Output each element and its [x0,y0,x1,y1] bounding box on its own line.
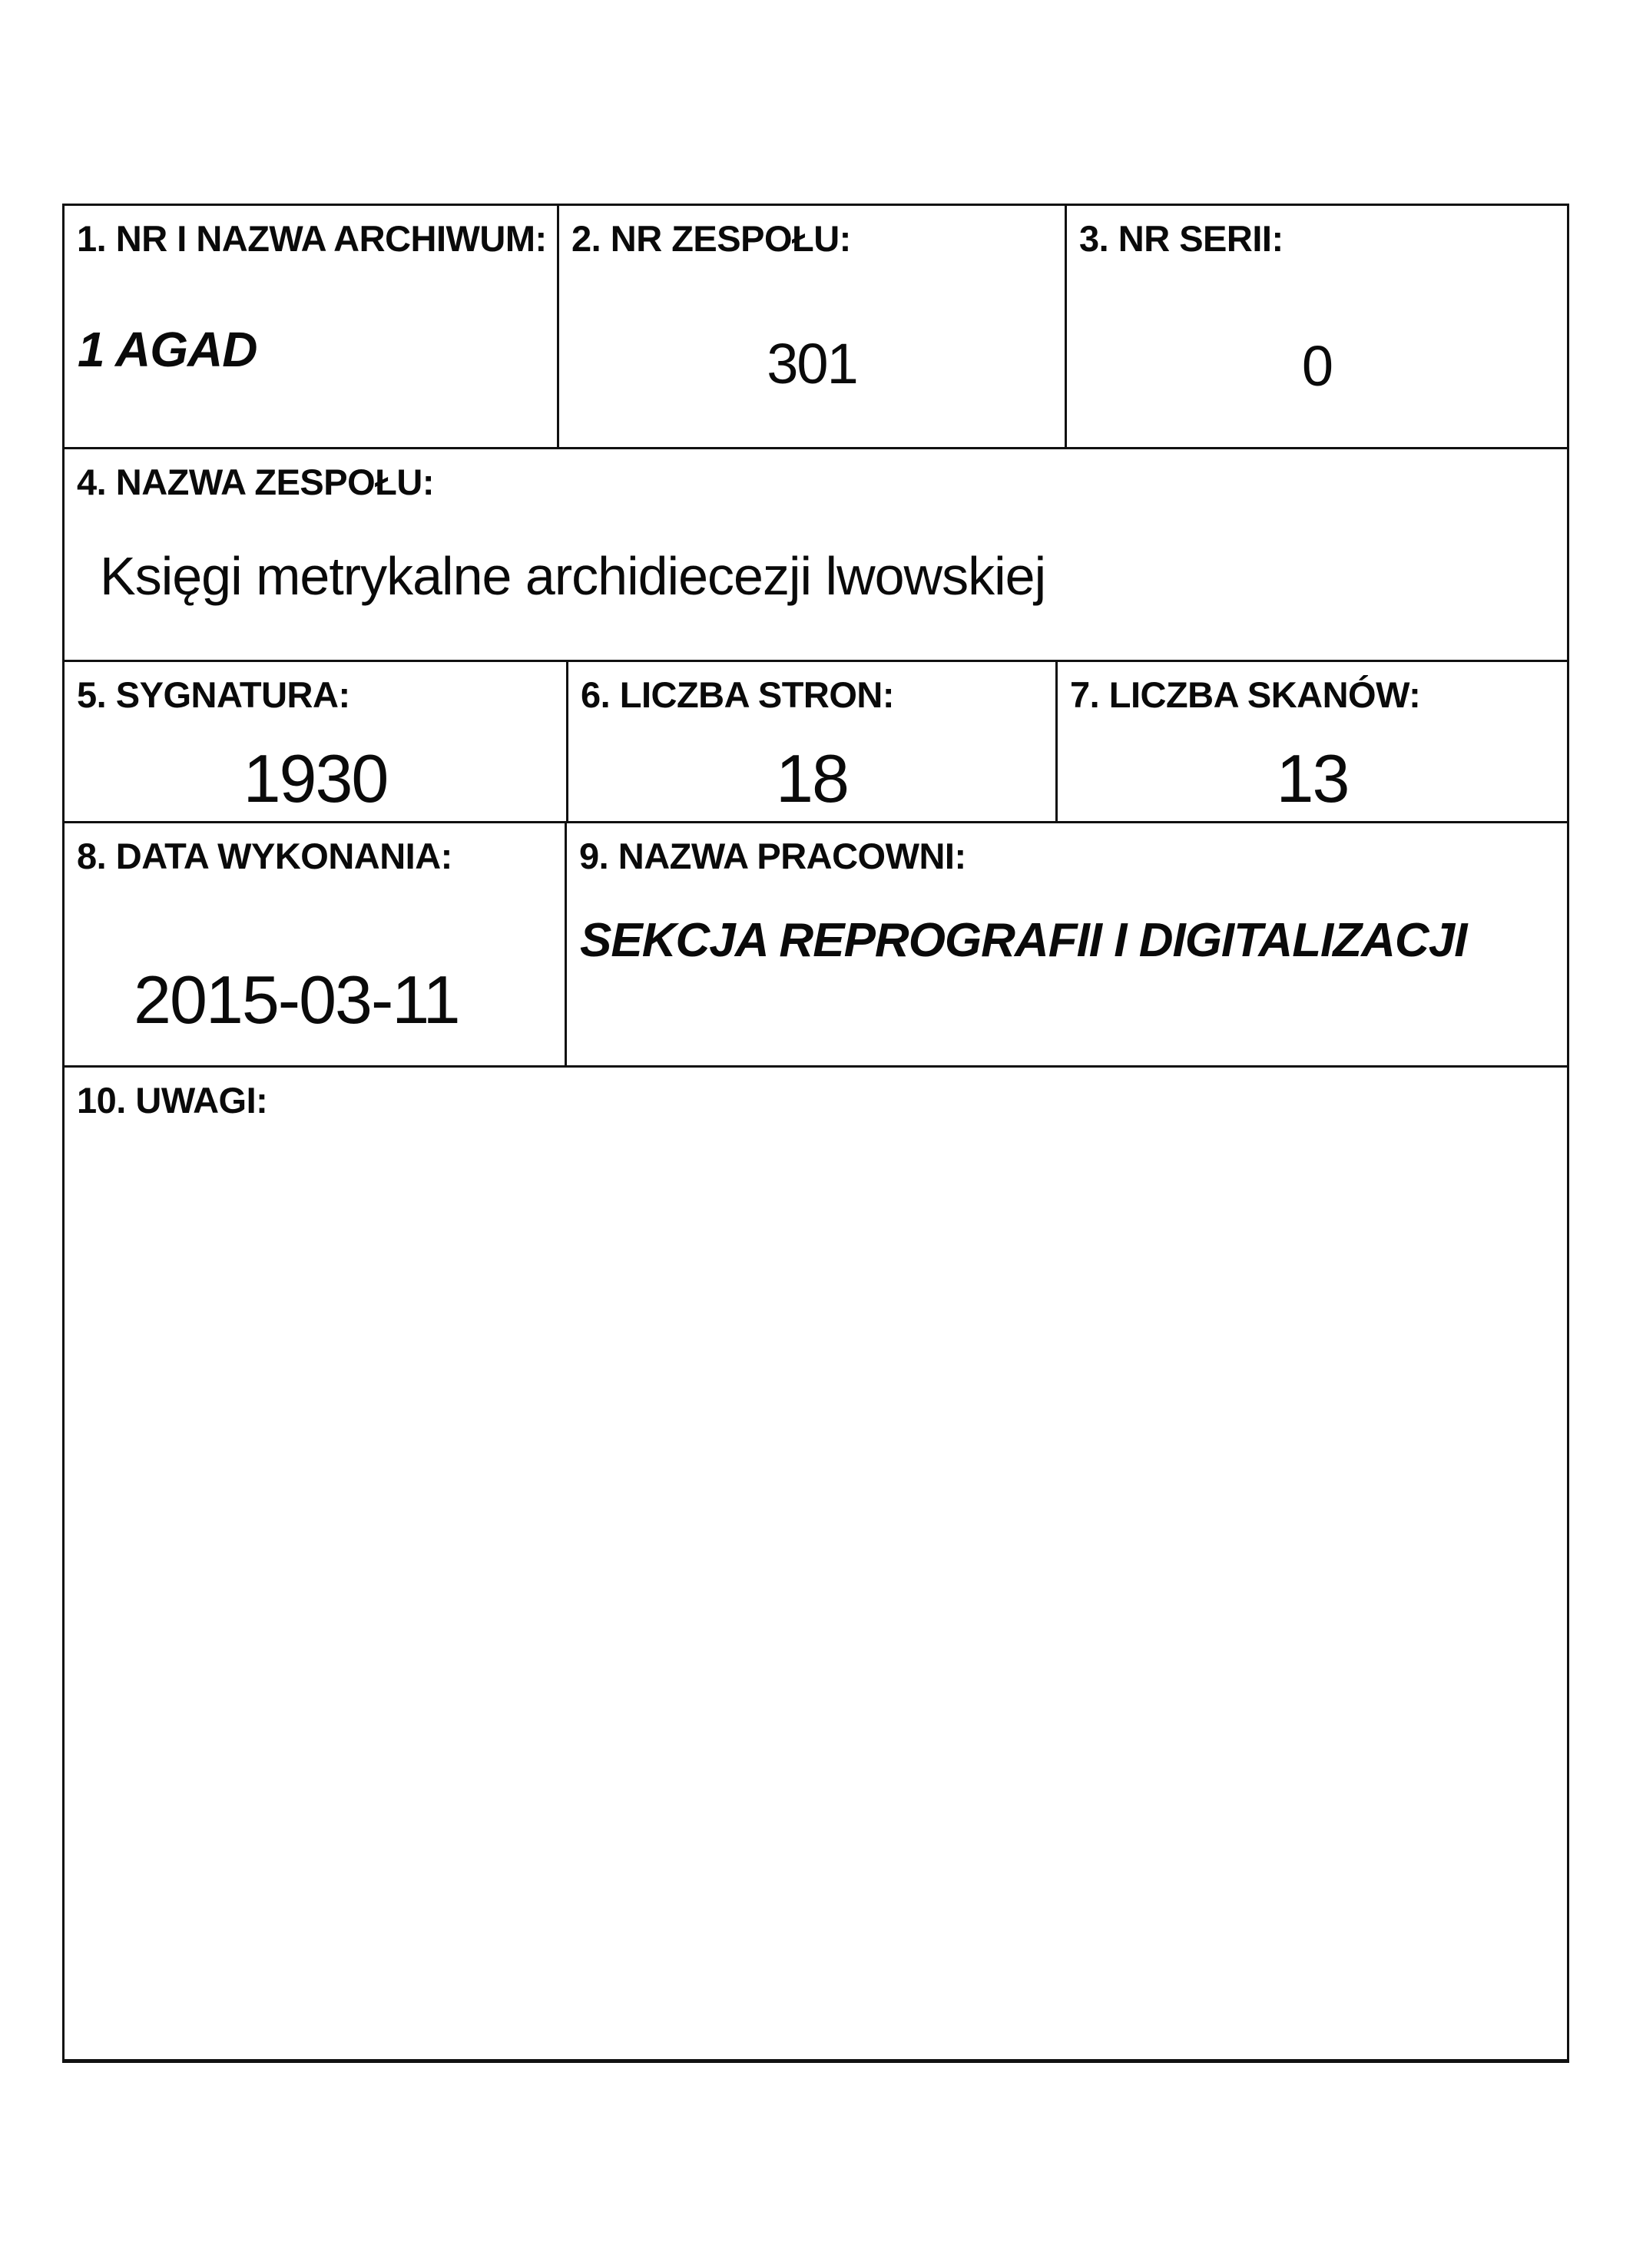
field-label: 4. NAZWA ZESPOŁU: [77,462,434,502]
field-nr-serii [1067,206,1567,449]
field-liczba-skanow [1058,662,1567,823]
field-value-nr-serii: 0 [1301,334,1333,398]
field-value-liczba-stron: 18 [776,740,848,816]
table-row [65,823,1567,1068]
field-label: 8. DATA WYKONANIA: [77,836,452,876]
field-label: 5. SYGNATURA: [77,674,350,715]
field-label: 2. NR ZESPOŁU: [571,218,851,259]
field-nazwa-pracowni [567,823,1567,1068]
table-row [65,206,1567,449]
field-nazwa-zespolu [65,449,1567,662]
field-uwagi [65,1068,1567,2059]
field-value-nazwa-pracowni: SEKCJA REPROGRAFII I DIGITALIZACJI [580,914,1467,967]
field-value-archiwum: 1 AGAD [78,322,257,377]
field-data-wykonania [65,823,567,1068]
field-value-nr-zespolu: 301 [767,332,857,396]
field-value-nazwa-zespolu: Księgi metrykalne archidiecezji lwowskiej [100,546,1046,606]
table-row [65,662,1567,823]
table-row [65,449,1567,662]
field-sygnatura [65,662,568,823]
field-label: 7. LICZBA SKANÓW: [1070,674,1421,715]
field-label: 10. UWAGI: [77,1080,268,1121]
field-label: 1. NR I NAZWA ARCHIWUM: [77,218,547,259]
archival-metadata-table [62,204,1569,2063]
field-liczba-stron [568,662,1058,823]
field-label: 6. LICZBA STRON: [581,674,895,715]
table-row [65,1068,1567,2059]
field-value-sygnatura: 1930 [243,740,388,816]
field-label: 3. NR SERII: [1079,218,1284,259]
field-value-data-wykonania: 2015-03-11 [134,962,459,1038]
field-label: 9. NAZWA PRACOWNI: [579,836,966,876]
field-nr-i-nazwa-archiwum [65,206,559,449]
field-value-liczba-skanow: 13 [1276,740,1349,816]
field-nr-zespolu [559,206,1067,449]
